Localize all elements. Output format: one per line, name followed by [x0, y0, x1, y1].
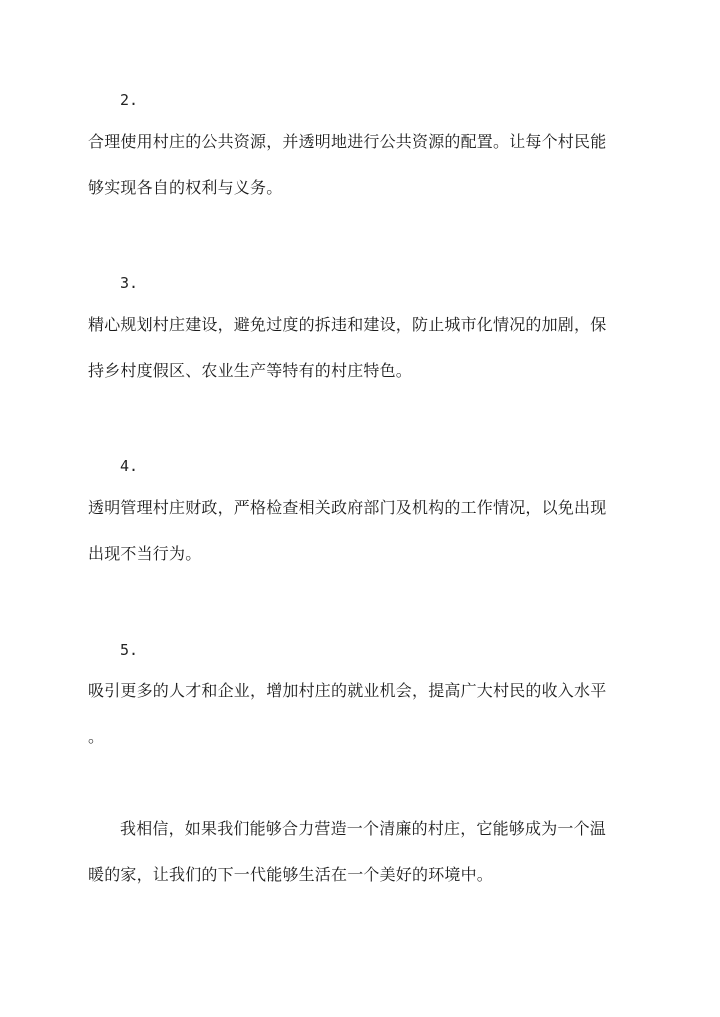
item-number: 3. — [120, 274, 139, 292]
paragraph-line: 吸引更多的人才和企业，增加村庄的就业机会，提高广大村民的收入水平 — [88, 681, 607, 700]
item-paragraph — [88, 302, 632, 394]
item-number: 4. — [120, 457, 139, 475]
paragraph-line: 合理使用村庄的公共资源，并透明地进行公共资源的配置。让每个村民能 — [88, 132, 607, 151]
paragraph-line: 出现不当行为。 — [88, 544, 202, 563]
paragraph-line: 精心规划村庄建设，避免过度的拆违和建设，防止城市化情况的加剧，保 — [88, 315, 607, 334]
closing-paragraph — [88, 806, 632, 898]
item-paragraph — [88, 119, 632, 211]
item-number: 2. — [120, 91, 139, 109]
item-number: 5. — [120, 641, 139, 659]
paragraph-line: 持乡村度假区、农业生产等特有的村庄特色。 — [88, 361, 413, 380]
paragraph-line: 。 — [88, 727, 105, 746]
item-paragraph — [88, 668, 632, 760]
item-paragraph — [88, 485, 632, 577]
paragraph-line: 够实现各自的权利与义务。 — [88, 178, 283, 197]
paragraph-line: 我相信，如果我们能够合力营造一个清廉的村庄，它能够成为一个温 — [120, 819, 607, 838]
paragraph-line: 暖的家，让我们的下一代能够生活在一个美好的环境中。 — [88, 865, 494, 884]
paragraph-line: 透明管理村庄财政，严格检查相关政府部门及机构的工作情况，以免出现 — [88, 498, 607, 517]
